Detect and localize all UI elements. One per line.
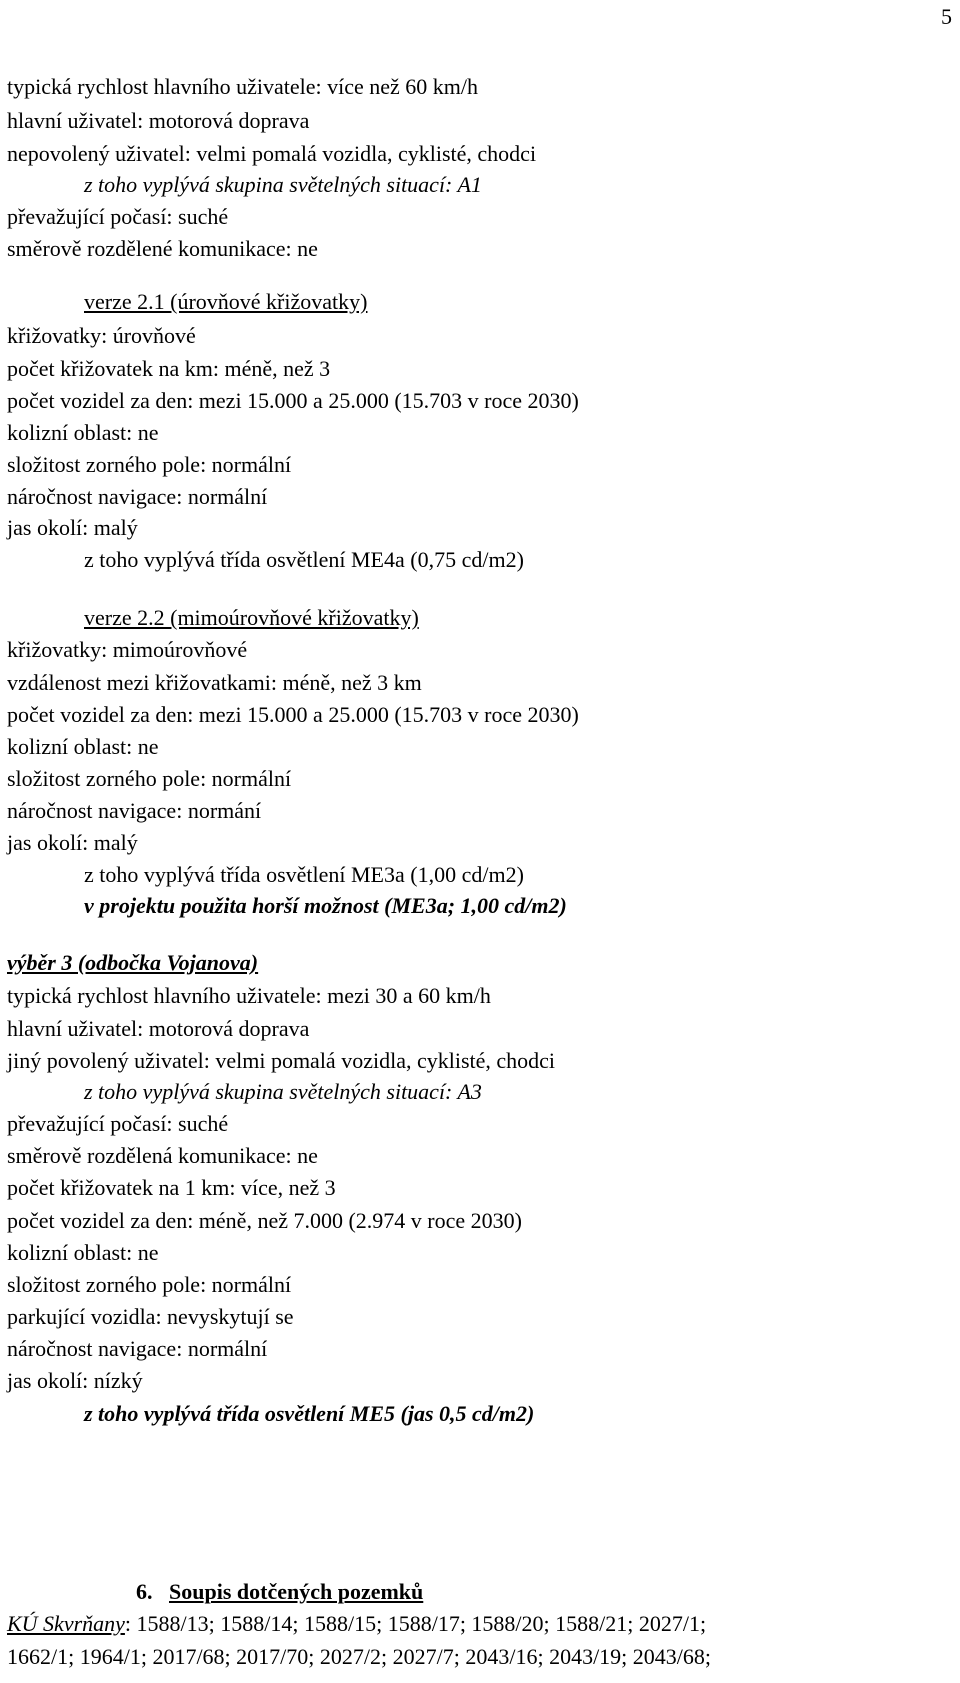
s3-line: převažující počasí: suché — [7, 1111, 229, 1136]
version-2-2-heading: verze 2.2 (mimoúrovňové křižovatky) — [84, 605, 419, 630]
s3-line: parkující vozidla: nevyskytují se — [7, 1304, 294, 1329]
v21-line: křižovatky: úrovňové — [7, 323, 196, 348]
v21-line: počet vozidel za den: mezi 15.000 a 25.000 (15.703 v roce 2030) — [7, 388, 579, 413]
selection-3-heading: výběr 3 (odbočka Vojanova) — [7, 950, 259, 975]
s3-line: počet křižovatek na 1 km: více, než 3 — [7, 1175, 336, 1200]
intro-line: hlavní uživatel: motorová doprava — [7, 108, 310, 133]
s3-line: směrově rozdělená komunikace: ne — [7, 1143, 318, 1168]
v22-line: počet vozidel za den: mezi 15.000 a 25.000 (15.703 v roce 2030) — [7, 702, 579, 727]
version-2-1-heading: verze 2.1 (úrovňové křižovatky) — [84, 289, 368, 314]
v22-result: z toho vyplývá třída osvětlení ME3a (1,00 cd/m2) — [84, 862, 524, 887]
s3-result: z toho vyplývá třída osvětlení ME5 (jas 0,5 cd/m2) — [84, 1401, 535, 1426]
section-title: Soupis dotčených pozemků — [169, 1579, 424, 1604]
intro-line: typická rychlost hlavního uživatele: více než 60 km/h — [7, 74, 479, 99]
section-number: 6. — [136, 1579, 153, 1604]
v21-line: jas okolí: malý — [7, 515, 138, 540]
v21-line: kolizní oblast: ne — [7, 420, 159, 445]
intro-line: nepovolený uživatel: velmi pomalá vozidla, cyklisté, chodci — [7, 141, 537, 166]
v21-line: počet křižovatek na km: méně, než 3 — [7, 356, 331, 381]
intro-line: převažující počasí: suché — [7, 204, 229, 229]
s3-line: složitost zorného pole: normální — [7, 1272, 292, 1297]
v22-line: vzdálenost mezi křižovatkami: méně, než 3 km — [7, 670, 422, 695]
s3-line: jas okolí: nízký — [7, 1368, 143, 1393]
v21-line: náročnost navigace: normální — [7, 484, 268, 509]
s3-line: náročnost navigace: normální — [7, 1336, 268, 1361]
s3-line: jiný povolený uživatel: velmi pomalá vozidla, cyklisté, chodci — [7, 1048, 556, 1073]
parcels-line — [7, 1611, 706, 1637]
v22-line: složitost zorného pole: normální — [7, 766, 292, 791]
s3-line: hlavní uživatel: motorová doprava — [7, 1016, 310, 1041]
v21-result: z toho vyplývá třída osvětlení ME4a (0,75 cd/m2) — [84, 547, 524, 572]
section-6-heading — [136, 1579, 423, 1605]
cadastral-area-label: KÚ Skvrňany — [7, 1611, 125, 1636]
v21-line: složitost zorného pole: normální — [7, 452, 292, 477]
s3-line: kolizní oblast: ne — [7, 1240, 159, 1265]
intro-line: směrově rozdělené komunikace: ne — [7, 236, 318, 261]
v22-line: kolizní oblast: ne — [7, 734, 159, 759]
v22-line: jas okolí: malý — [7, 830, 138, 855]
intro-group-result: z toho vyplývá skupina světelných situací: A1 — [84, 172, 482, 197]
v22-project-note: v projektu použita horší možnost (ME3a; 1,00 cd/m2) — [84, 893, 567, 918]
s3-line: počet vozidel za den: méně, než 7.000 (2.974 v roce 2030) — [7, 1208, 522, 1233]
parcels-list: : 1588/13; 1588/14; 1588/15; 1588/17; 1588/20; 1588/21; 2027/1; — [124, 1611, 707, 1636]
v22-line: křižovatky: mimoúrovňové — [7, 637, 248, 662]
page-number: 5 — [941, 4, 952, 29]
s3-group-result: z toho vyplývá skupina světelných situací: A3 — [84, 1079, 482, 1104]
s3-line: typická rychlost hlavního uživatele: mezi 30 a 60 km/h — [7, 983, 491, 1008]
parcels-line: 1662/1; 1964/1; 2017/68; 2017/70; 2027/2; 2027/7; 2043/16; 2043/19; 2043/68; — [7, 1644, 712, 1669]
v22-line: náročnost navigace: normání — [7, 798, 262, 823]
